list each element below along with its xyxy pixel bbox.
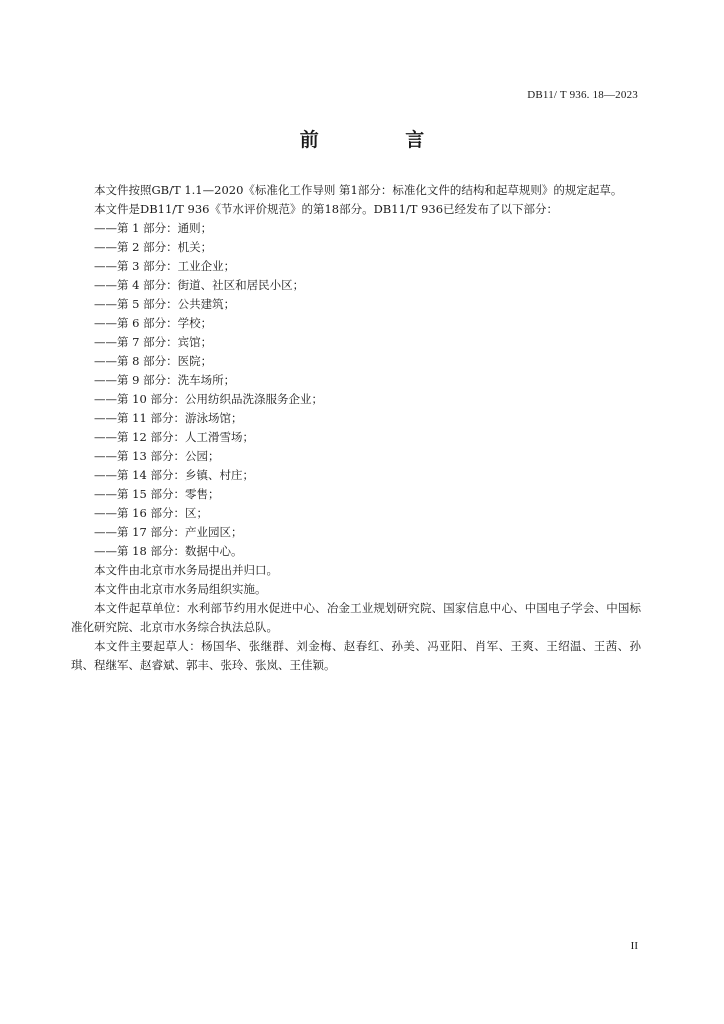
paragraph-series-intro: 本文件是DB11/T 936《节水评价规范》的第18部分。DB11/T 936已经发布了以下部分： bbox=[94, 202, 559, 216]
paragraph-drafters: 本文件主要起草人：杨国华、张继群、刘金梅、赵春红、孙美、冯亚阳、肖军、王爽、王绍温、王茜、孙琪、程继军、赵睿斌、郭丰、张玲、张岚、王佳颖。 bbox=[71, 639, 641, 672]
list-item: ——第 14 部分：乡镇、村庄； bbox=[94, 468, 254, 482]
paragraph-implementer: 本文件由北京市水务局组织实施。 bbox=[94, 582, 267, 596]
list-item: ——第 6 部分：学校； bbox=[94, 316, 213, 330]
paragraph-proposer: 本文件由北京市水务局提出并归口。 bbox=[94, 563, 278, 577]
page-title: 前 言 bbox=[299, 129, 465, 151]
parts-list bbox=[71, 219, 641, 561]
list-item: ——第 1 部分：通则； bbox=[94, 221, 213, 235]
list-item: ——第 8 部分：医院； bbox=[94, 354, 213, 368]
list-item: ——第 3 部分：工业企业； bbox=[94, 259, 236, 273]
list-item: ——第 10 部分：公用纺织品洗涤服务企业； bbox=[94, 392, 323, 406]
list-item: ——第 11 部分：游泳场馆； bbox=[94, 411, 243, 425]
document-code: DB11/ T 936. 18—2023 bbox=[527, 89, 638, 101]
list-item: ——第 18 部分：数据中心。 bbox=[94, 544, 243, 558]
page-number: II bbox=[630, 940, 638, 952]
list-item: ——第 15 部分：零售； bbox=[94, 487, 220, 501]
list-item: ——第 17 部分：产业园区； bbox=[94, 525, 243, 539]
list-item: ——第 4 部分：街道、社区和居民小区； bbox=[94, 278, 305, 292]
list-item: ——第 7 部分：宾馆； bbox=[94, 335, 213, 349]
list-item: ——第 9 部分：洗车场所； bbox=[94, 373, 236, 387]
list-item: ——第 2 部分：机关； bbox=[94, 240, 213, 254]
list-item: ——第 13 部分：公园； bbox=[94, 449, 220, 463]
list-item: ——第 16 部分：区； bbox=[94, 506, 208, 520]
list-item: ——第 12 部分：人工滑雪场； bbox=[94, 430, 254, 444]
list-item: ——第 5 部分：公共建筑； bbox=[94, 297, 236, 311]
paragraph-drafting-units: 本文件起草单位：水利部节约用水促进中心、冶金工业规划研究院、国家信息中心、中国电子学会、中国标准化研究院、北京市水务综合执法总队。 bbox=[71, 601, 641, 634]
document-body bbox=[71, 181, 641, 675]
paragraph-drafting-rules: 本文件按照GB/T 1.1—2020《标准化工作导则 第1部分：标准化文件的结构和起草规则》的规定起草。 bbox=[94, 183, 623, 197]
